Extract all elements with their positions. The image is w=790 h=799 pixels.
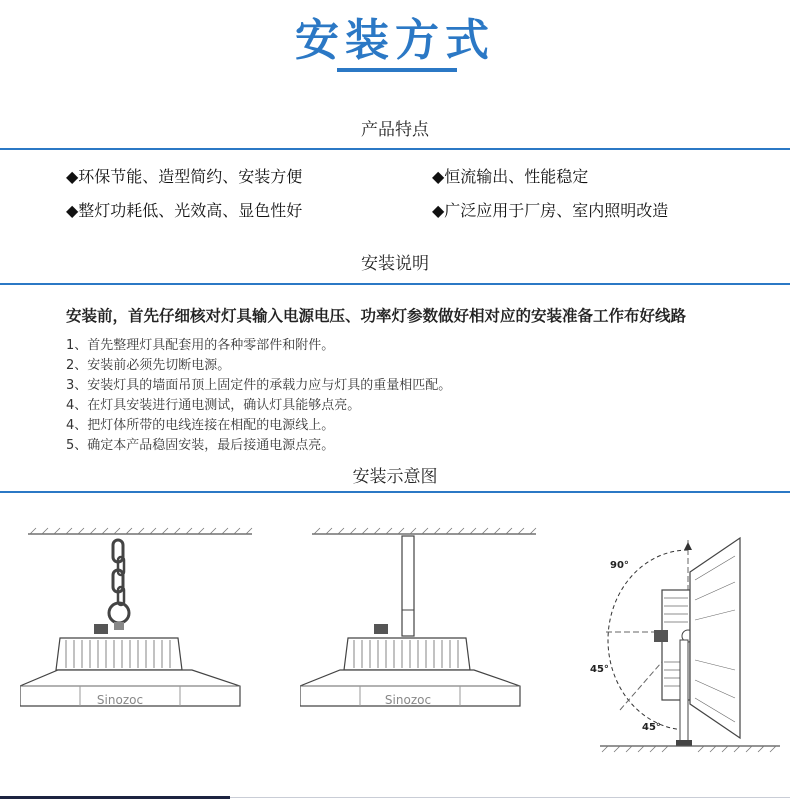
angle-label-left: 45°	[590, 664, 609, 675]
features-divider	[0, 148, 790, 150]
feature-item: ◆整灯功耗低、光效高、显色性好	[66, 201, 303, 220]
title-underline	[337, 68, 457, 72]
chain-mount-illustration	[20, 510, 260, 740]
feature-item: ◆环保节能、造型简约、安装方便	[66, 167, 303, 186]
bracket-mount-illustration	[580, 510, 785, 755]
footer-bar-light	[230, 797, 790, 798]
instruction-step: 4、把灯体所带的电线连接在相配的电源线上。	[66, 418, 335, 433]
page-title: 安装方式	[295, 15, 495, 66]
pole-mount-illustration	[300, 510, 540, 740]
instruction-step: 4、在灯具安装进行通电测试，确认灯具能够点亮。	[66, 398, 361, 413]
instruction-step: 1、首先整理灯具配套用的各种零部件和附件。	[66, 338, 335, 353]
instructions-divider	[0, 283, 790, 285]
brand-label: Sinozoc	[96, 693, 144, 707]
feature-item: ◆恒流输出、性能稳定	[432, 167, 589, 186]
instruction-step: 3、安装灯具的墙面吊顶上固定件的承载力应与灯具的重量相匹配。	[66, 378, 452, 393]
feature-item: ◆广泛应用于厂房、室内照明改造	[432, 201, 669, 220]
diagram-divider	[0, 491, 790, 493]
brand-label: Sinozoc	[384, 693, 432, 707]
features-heading: 产品特点	[361, 120, 429, 140]
instructions-lead: 安装前，首先仔细核对灯具输入电源电压、功率灯参数做好相对应的安装准备工作布好线路	[66, 307, 687, 325]
instruction-step: 2、安装前必须先切断电源。	[66, 358, 231, 373]
angle-label-top: 90°	[610, 560, 629, 571]
instructions-heading: 安装说明	[361, 254, 429, 274]
diagram-heading: 安装示意图	[352, 467, 438, 487]
instruction-step: 5、确定本产品稳固安装，最后接通电源点亮。	[66, 438, 335, 453]
angle-label-bottom: 45°	[642, 722, 661, 733]
